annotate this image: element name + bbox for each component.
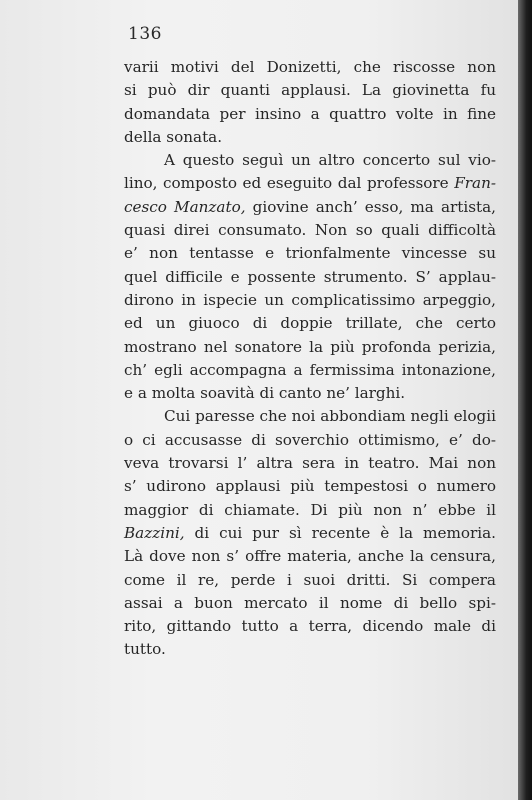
text-segment: rito, gittando tutto a terra, dicendo male di (124, 617, 496, 636)
paragraph-2 (124, 149, 496, 405)
text-segment: giovine anch’ esso, ma artista, (245, 197, 496, 216)
text-segment: della sonata. (124, 127, 223, 146)
text-segment: Cui paresse che noi abbondiam negli elogii (164, 407, 496, 426)
text-line (124, 242, 496, 265)
paragraph-3 (124, 405, 496, 661)
text-line (124, 172, 496, 195)
page-number: 136 (128, 24, 162, 44)
text-segment: maggior di chiamate. Di più non n’ ebbe il (124, 500, 496, 519)
italic-name: Fran- (454, 174, 496, 193)
text-line (124, 289, 496, 312)
text-line (124, 429, 496, 452)
text-line (124, 452, 496, 475)
text-segment: lino, composto ed eseguito dal professore (124, 174, 455, 193)
text-line (124, 522, 496, 545)
text-line (124, 149, 496, 172)
text-line (124, 475, 496, 498)
text-line (124, 312, 496, 335)
text-line (124, 638, 496, 661)
text-line (124, 103, 496, 126)
text-segment: assai a buon mercato il nome di bello spi- (124, 593, 496, 612)
text-segment: varii motivi del Donizetti, che riscosse non (124, 58, 496, 76)
text-line (124, 592, 496, 615)
text-line (124, 359, 496, 382)
text-segment: o ci accusasse di soverchio ottimismo, e’ do- (124, 430, 496, 449)
text-segment: di cui pur sì recente è la memoria. (184, 523, 496, 542)
text-segment: e’ non tentasse e trionfalmente vincesse su (124, 244, 496, 263)
text-segment: veva trovarsi l’ altra sera in teatro. Mai non (124, 454, 496, 473)
text-segment: s’ udirono applausi più tempestosi o numero (124, 477, 496, 496)
text-segment: quel difficile e possente strumento. S’ applau- (124, 267, 496, 286)
page-body (124, 56, 496, 662)
text-segment: ch’ egli accompagna a fermissima intonazione, (124, 360, 496, 379)
text-segment: si può dir quanti applausi. La giovinetta fu (124, 81, 496, 100)
text-line (124, 126, 496, 149)
text-line (124, 219, 496, 242)
text-segment: A questo seguì un altro concerto sul vio- (164, 151, 496, 170)
text-segment: domandata per insino a quattro volte in fine (124, 104, 496, 123)
italic-name: Bazzini, (124, 523, 185, 542)
text-segment: quasi direi consumato. Non so quali difficoltà (124, 221, 496, 240)
page-edge-shadow (518, 0, 532, 800)
text-line (124, 196, 496, 219)
text-segment: e a molta soavità di canto ne’ larghi. (124, 384, 406, 403)
text-line (124, 382, 496, 405)
text-line (124, 56, 496, 79)
text-line (124, 569, 496, 592)
text-segment: tutto. (124, 640, 166, 659)
text-line (124, 266, 496, 289)
text-line (124, 79, 496, 102)
text-line (124, 545, 496, 568)
text-line (124, 615, 496, 638)
text-segment: dirono in ispecie un complicatissimo arpeggio, (124, 290, 496, 309)
text-segment: Là dove non s’ offre materia, anche la censura, (124, 547, 496, 566)
italic-name: cesco Manzato, (124, 197, 246, 216)
text-line (124, 405, 496, 428)
text-segment: come il re, perde i suoi dritti. Si compera (124, 570, 496, 589)
paragraph-1 (124, 56, 496, 149)
text-line (124, 336, 496, 359)
text-segment: ed un giuoco di doppie trillate, che certo (124, 314, 496, 333)
text-line (124, 499, 496, 522)
text-segment: mostrano nel sonatore la più profonda perizia, (124, 337, 496, 356)
